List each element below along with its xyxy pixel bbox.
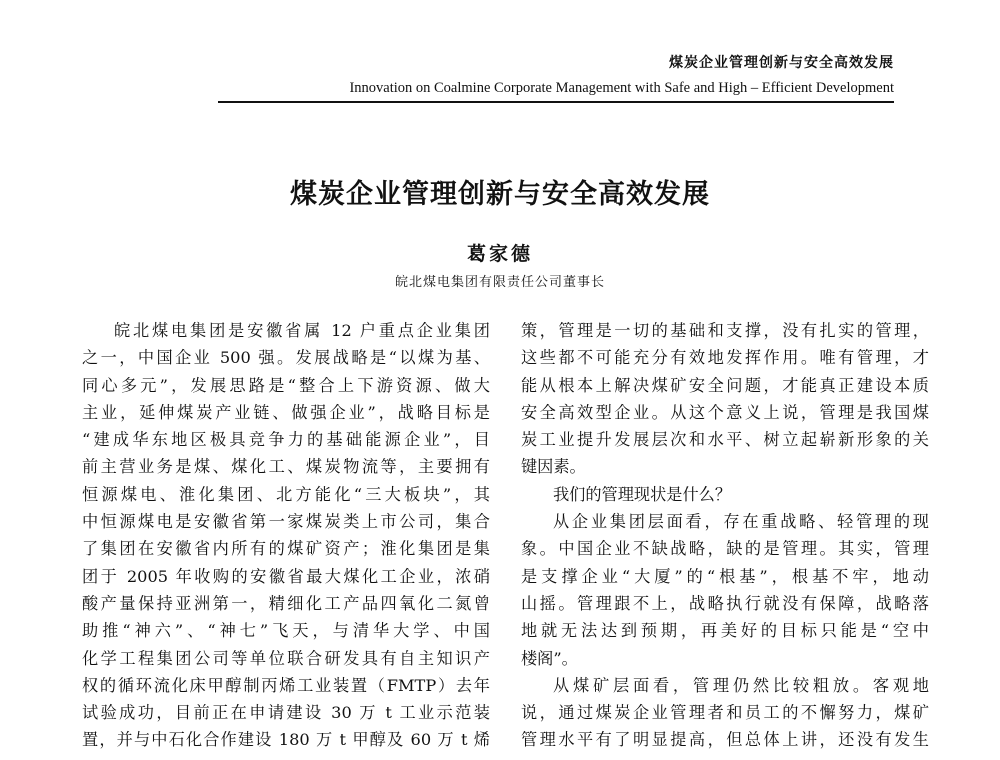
text-line: 恒源煤电、淮化集团、北方能化“三大板块”，其	[82, 484, 490, 504]
text-line: 策，管理是一切的基础和支撑，没有扎实的管理，	[521, 321, 929, 340]
text-line: 主业，延伸煤炭产业链、做强企业”，战略目标是	[82, 402, 490, 422]
text-line: 山摇。管理跟不上，战略执行就没有保障，战略落	[521, 593, 929, 613]
running-head-title-en: Innovation on Coalmine Corporate Management with Safe and High – Efficient Development	[349, 80, 894, 96]
text-line: 化学工程集团公司等单位联合研发具有自主知识产	[82, 648, 490, 668]
text-line: 团于 2005 年收购的安徽省最大煤化工企业，浓硝	[82, 566, 490, 586]
body-column-left	[82, 317, 490, 754]
text-line: 能从根本上解决煤矿安全问题，才能真正建设本质	[521, 375, 929, 395]
text-line: 从企业集团层面看，存在重战略、轻管理的现	[553, 512, 929, 532]
text-line: 说，通过煤炭企业管理者和员工的不懈努力，煤矿	[521, 703, 929, 723]
text-line: 管理水平有了明显提高，但总体上讲，还没有发生	[521, 730, 929, 750]
text-line: 助推“神六”、“神七”飞天，与清华大学、中国	[82, 621, 490, 641]
text-line: 楼阁”。	[521, 648, 578, 668]
text-line: 同心多元”，发展思路是“整合上下游资源、做大	[82, 375, 490, 395]
text-line: 酸产量保持亚洲第一，精细化工产品四氧化二氮曾	[82, 593, 490, 613]
author-name: 葛家德	[466, 243, 533, 265]
text-line: 象。中国企业不缺战略，缺的是管理。其实，管理	[521, 539, 929, 559]
text-line: 地就无法达到预期，再美好的目标只能是“空中	[521, 621, 929, 641]
header-rule	[218, 101, 894, 103]
text-line: 置，并与中石化合作建设 180 万 t 甲醇及 60 万 t 烯	[82, 730, 490, 750]
text-line: 皖北煤电集团是安徽省属 12 户重点企业集团	[114, 321, 490, 340]
text-line: 我们的管理现状是什么？	[553, 484, 732, 504]
body-column-right	[521, 317, 929, 754]
text-line: 安全高效型企业。从这个意义上说，管理是我国煤	[521, 402, 929, 422]
text-line: 这些都不可能充分有效地发挥作用。唯有管理，才	[521, 348, 929, 368]
article-title: 煤炭企业管理创新与安全高效发展	[290, 179, 710, 210]
text-line: 是支撑企业“大厦”的“根基”，根基不牢，地动	[521, 566, 929, 586]
text-line: 试验成功，目前正在申请建设 30 万 t 工业示范装	[82, 703, 490, 723]
text-line: 中恒源煤电是安徽省第一家煤炭类上市公司，集合	[82, 512, 490, 532]
text-line: “建成华东地区极具竞争力的基础能源企业”，目	[82, 430, 490, 450]
text-line: 炭工业提升发展层次和水平、树立起崭新形象的关	[521, 430, 929, 450]
text-line: 从煤矿层面看，管理仍然比较粗放。客观地	[553, 675, 929, 695]
text-line: 之一，中国企业 500 强。发展战略是“以煤为基、	[82, 348, 490, 368]
running-head-title-cn: 煤炭企业管理创新与安全高效发展	[669, 55, 894, 71]
text-line: 前主营业务是煤、煤化工、煤炭物流等，主要拥有	[82, 457, 490, 477]
text-line: 权的循环流化床甲醇制丙烯工业装置（FMTP）去年	[82, 675, 490, 695]
text-line: 了集团在安徽省内所有的煤矿资产；淮化集团是集	[82, 539, 490, 559]
author-affiliation: 皖北煤电集团有限责任公司董事长	[394, 275, 605, 290]
text-line: 键因素。	[521, 457, 586, 477]
